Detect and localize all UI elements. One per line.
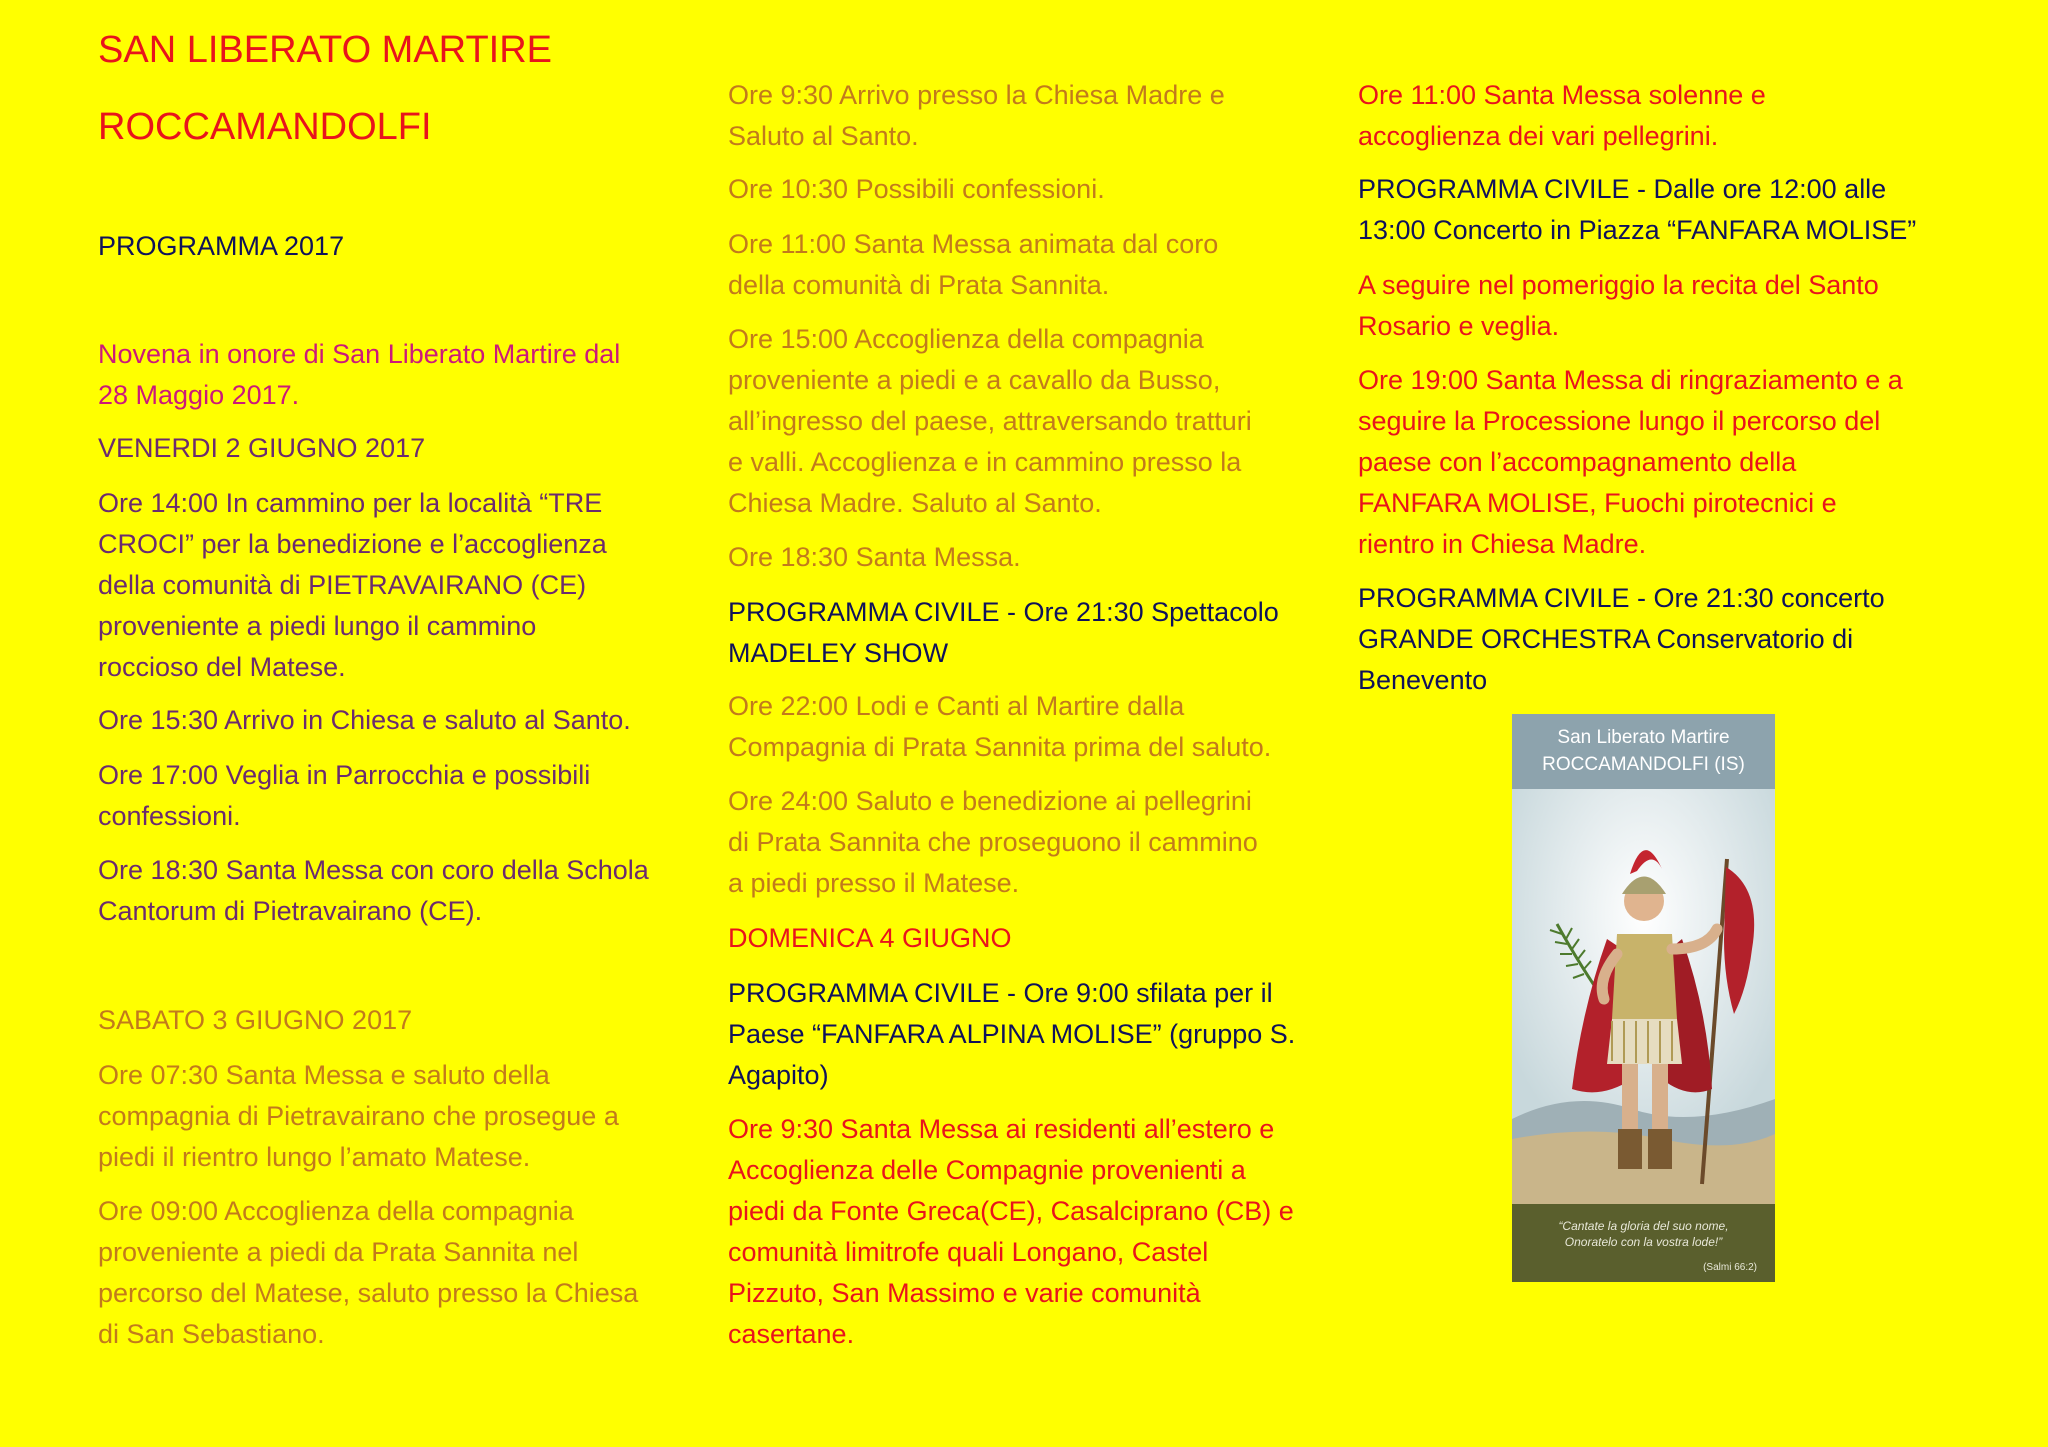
saturday-civil-program: PROGRAMMA CIVILE - Ore 21:30 Spettacolo MADELEY SHOW bbox=[728, 597, 1279, 668]
friday-1830: Ore 18:30 Santa Messa con coro della Schola Cantorum di Pietravairano (CE). bbox=[98, 855, 649, 926]
sunday-0930: Ore 9:30 Santa Messa ai residenti all’estero e Accoglienza delle Compagnie provenienti a piedi da Fonte Greca(CE), Casalciprano (CB) e comunità limitrofe quali Longano, Castel Pizzuto, San Massimo e varie comunità casertane. bbox=[728, 1114, 1294, 1349]
sunday-civil-1200: PROGRAMMA CIVILE - Dalle ore 12:00 alle 13:00 Concerto in Piazza “FANFARA MOLISE” bbox=[1358, 174, 1917, 245]
card-header bbox=[1512, 714, 1775, 789]
card-footer bbox=[1512, 1204, 1775, 1282]
friday-heading: VENERDI 2 GIUGNO 2017 bbox=[98, 433, 426, 463]
saturday-0930: Ore 9:30 Arrivo presso la Chiesa Madre e Saluto al Santo. bbox=[728, 80, 1225, 151]
saint-holy-card bbox=[1512, 714, 1775, 1282]
friday-1400: Ore 14:00 In cammino per la località “TRE CROCI” per la benedizione e l’accoglienza della comunità di PIETRAVAIRANO (CE) proveniente a piedi lungo il cammino roccioso del Matese. bbox=[98, 488, 607, 682]
card-title: San Liberato Martire bbox=[1557, 727, 1730, 748]
saturday-0730: Ore 07:30 Santa Messa e saluto della compagnia di Pietravairano che prosegue a piedi il rientro lungo l’amato Matese. bbox=[98, 1060, 619, 1172]
sunday-1100: Ore 11:00 Santa Messa solenne e accoglienza dei vari pellegrini. bbox=[1358, 80, 1766, 151]
card-reference: (Salmi 66:2) bbox=[1703, 1262, 1757, 1273]
friday-1700: Ore 17:00 Veglia in Parrocchia e possibili confessioni. bbox=[98, 760, 591, 831]
friday-1530: Ore 15:30 Arrivo in Chiesa e saluto al Santo. bbox=[98, 705, 631, 735]
title-town: ROCCAMANDOLFI bbox=[98, 106, 432, 148]
saturday-1100: Ore 11:00 Santa Messa animata dal coro della comunità di Prata Sannita. bbox=[728, 229, 1219, 300]
saturday-2200: Ore 22:00 Lodi e Canti al Martire dalla Compagnia di Prata Sannita prima del saluto. bbox=[728, 691, 1272, 762]
card-quote: “Cantate la gloria del suo nome, Onoratelo con la vostra lode!” bbox=[1558, 1219, 1729, 1249]
novena-text: Novena in onore di San Liberato Martire dal 28 Maggio 2017. bbox=[98, 339, 621, 410]
saturday-1500: Ore 15:00 Accoglienza della compagnia proveniente a piedi e a cavallo da Busso, all’ingresso del paese, attraversando tratturi e valli. Accoglienza e in cammino presso la Chiesa Madre. Saluto al Santo. bbox=[728, 324, 1252, 518]
saint-illustration bbox=[1512, 789, 1775, 1209]
sunday-civil-0900: PROGRAMMA CIVILE - Ore 9:00 sfilata per il Paese “FANFARA ALPINA MOLISE” (gruppo S. Agapito) bbox=[728, 978, 1296, 1090]
title-saint: SAN LIBERATO MARTIRE bbox=[98, 29, 552, 71]
programma-heading: PROGRAMMA 2017 bbox=[98, 231, 345, 261]
saturday-1030: Ore 10:30 Possibili confessioni. bbox=[728, 174, 1105, 204]
saturday-heading: SABATO 3 GIUGNO 2017 bbox=[98, 1005, 413, 1035]
card-subtitle: ROCCAMANDOLFI (IS) bbox=[1542, 754, 1745, 775]
sunday-1900: Ore 19:00 Santa Messa di ringraziamento e a seguire la Processione lungo il percorso del paese con l’accompagnamento della FANFARA MOLISE, Fuochi pirotecnici e rientro in Chiesa Madre. bbox=[1358, 365, 1903, 559]
sunday-rosario: A seguire nel pomeriggio la recita del Santo Rosario e veglia. bbox=[1358, 270, 1879, 341]
sunday-heading: DOMENICA 4 GIUGNO bbox=[728, 923, 1012, 953]
saturday-1830: Ore 18:30 Santa Messa. bbox=[728, 542, 1021, 572]
saturday-2400: Ore 24:00 Saluto e benedizione ai pellegrini di Prata Sannita che proseguono il cammino a piedi presso il Matese. bbox=[728, 786, 1258, 898]
saturday-0900: Ore 09:00 Accoglienza della compagnia proveniente a piedi da Prata Sannita nel percorso del Matese, saluto presso la Chiesa di San Sebastiano. bbox=[98, 1196, 639, 1349]
sunday-civil-2130: PROGRAMMA CIVILE - Ore 21:30 concerto GRANDE ORCHESTRA Conservatorio di Benevento bbox=[1358, 583, 1885, 695]
